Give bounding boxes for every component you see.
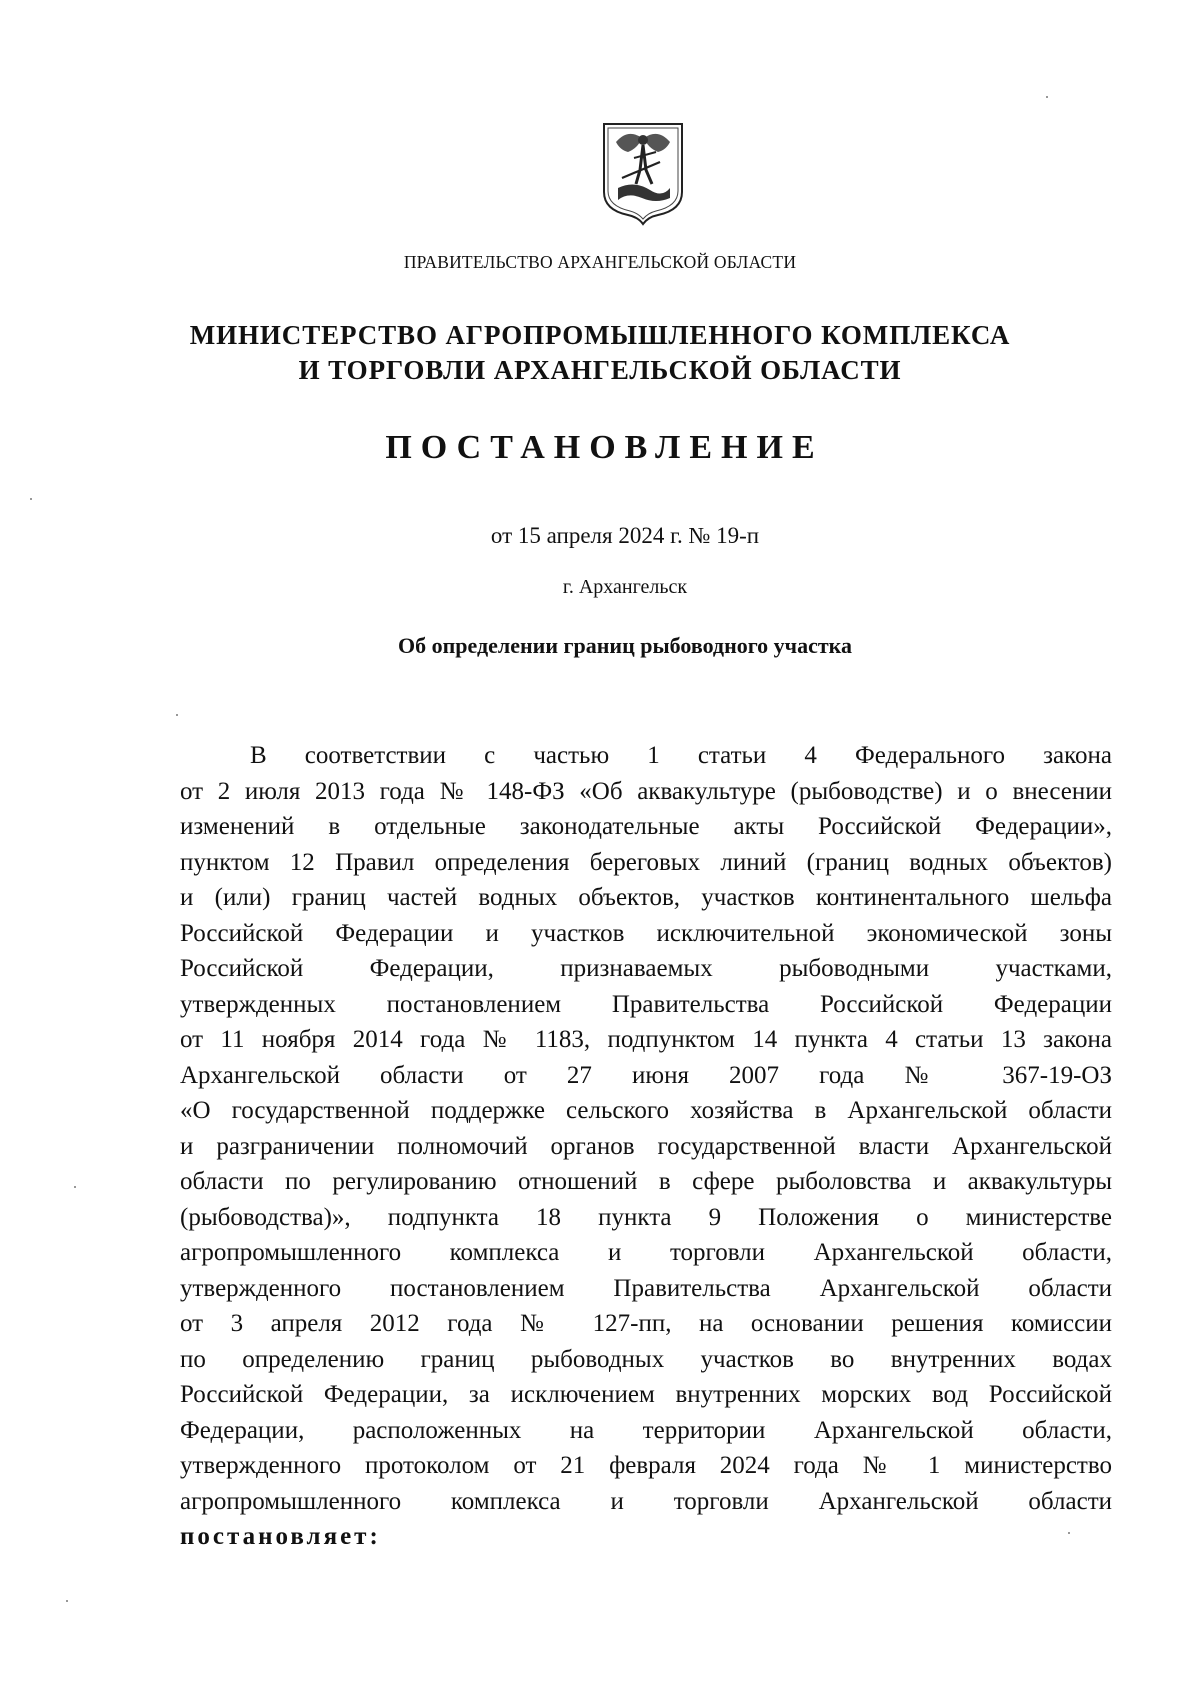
body-line: области по регулированию отношений в сфере рыболовства и аквакультуры xyxy=(180,1168,1112,1195)
body-line: утвержденных постановлением Правительства Российской Федерации xyxy=(180,990,1112,1018)
document-city: г. Архангельск xyxy=(562,576,688,598)
body-closing-word: постановляет: xyxy=(180,1523,381,1550)
body-line: и разграничении полномочий органов государственной власти Архангельской xyxy=(180,1132,1112,1160)
body-line: (рыбоводства)», подпункта 18 пункта 9 Положения о министерстве xyxy=(180,1203,1112,1231)
scan-speck xyxy=(1046,96,1048,98)
body-line: Российской Федерации и участков исключительной экономической зоны xyxy=(180,919,1112,947)
scan-speck xyxy=(176,714,178,716)
body-line: Российской Федерации, признаваемых рыбоводными участками, xyxy=(180,955,1112,982)
document-date-number: от 15 апреля 2024 г. № 19-п xyxy=(490,523,760,548)
document-subject: Об определении границ рыбоводного участка xyxy=(397,633,853,658)
body-line: Российской Федерации, за исключением внутренних морских вод Российской xyxy=(180,1381,1112,1408)
scan-speck xyxy=(66,1600,68,1602)
body-line: утвержденного постановлением Правительства Архангельской области xyxy=(180,1274,1112,1302)
body-line: Федерации, расположенных на территории Архангельской области, xyxy=(180,1416,1112,1444)
government-name: ПРАВИТЕЛЬСТВО АРХАНГЕЛЬСКОЙ ОБЛАСТИ xyxy=(403,252,797,272)
ministry-name xyxy=(0,318,1200,388)
body-line: В соответствии с частью 1 статьи 4 Федерального закона xyxy=(250,742,1112,769)
body-line: от 2 июля 2013 года № 148-ФЗ «Об аквакультуре (рыбоводстве) и о внесении xyxy=(180,777,1112,805)
body-line: от 3 апреля 2012 года № 127-пп, на основании решения комиссии xyxy=(180,1310,1112,1337)
body-line: пунктом 12 Правил определения береговых линий (границ водных объектов) xyxy=(180,848,1112,876)
coat-of-arms-icon xyxy=(598,118,688,226)
scan-speck xyxy=(74,1186,76,1188)
body-line: и (или) границ частей водных объектов, участков континентального шельфа xyxy=(180,884,1112,911)
body-line: утвержденного протоколом от 21 февраля 2024 года № 1 министерство xyxy=(180,1452,1112,1479)
body-line: по определению границ рыбоводных участков во внутренних водах xyxy=(180,1345,1112,1373)
ministry-name-line-1: МИНИСТЕРСТВО АГРОПРОМЫШЛЕННОГО КОМПЛЕКСА xyxy=(189,320,1011,350)
body-line: «О государственной поддержке сельского хозяйства в Архангельской области xyxy=(180,1097,1112,1124)
body-line: агропромышленного комплекса и торговли Архангельской области, xyxy=(180,1239,1112,1266)
document-body xyxy=(180,738,1112,1555)
body-line: Архангельской области от 27 июня 2007 года № 367-19-ОЗ xyxy=(180,1061,1112,1089)
body-line: от 11 ноября 2014 года № 1183, подпунктом 14 пункта 4 статьи 13 закона xyxy=(180,1026,1112,1053)
scan-speck xyxy=(30,498,32,500)
ministry-name-line-2: И ТОРГОВЛИ АРХАНГЕЛЬСКОЙ ОБЛАСТИ xyxy=(298,355,902,385)
body-line: агропромышленного комплекса и торговли Архангельской области xyxy=(180,1487,1112,1515)
body-line: изменений в отдельные законодательные акты Российской Федерации», xyxy=(180,813,1112,840)
scan-speck xyxy=(1068,1532,1070,1534)
document-type: ПОСТАНОВЛЕНИЕ xyxy=(385,429,824,466)
